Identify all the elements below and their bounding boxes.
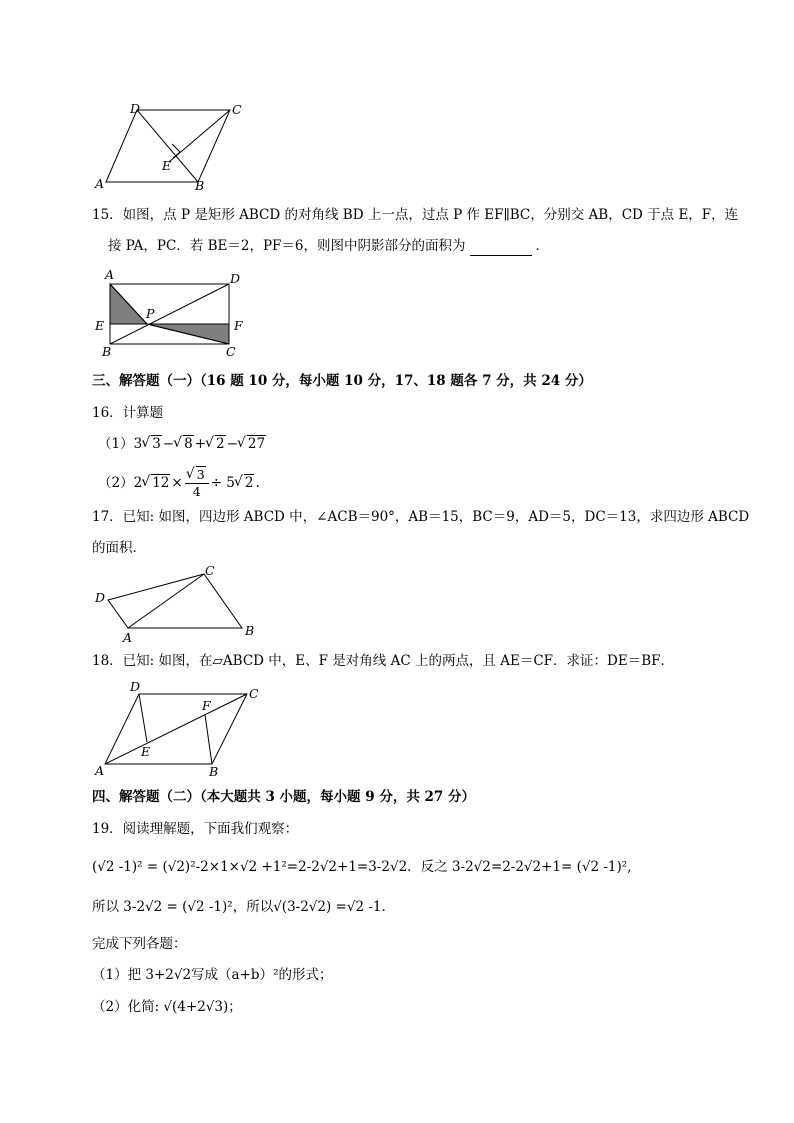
q15-line2 [108, 236, 549, 256]
q17-line1: 17．已知: 如图，四边形 ABCD 中，∠ACB＝90°，AB＝15，BC＝9，AD＝5，DC＝13，求四边形 ABCD [92, 509, 750, 525]
q19-task: 完成下列各题： [92, 936, 187, 952]
label-A: A [95, 176, 105, 191]
operator: × [171, 475, 183, 491]
label-C: C [249, 686, 259, 701]
operator: + [194, 436, 206, 452]
answer-blank[interactable] [470, 241, 532, 256]
label-F: F [202, 698, 211, 713]
label-C: C [226, 344, 236, 359]
operator: ÷ 5 [210, 475, 235, 491]
q16-p1-label: （1） [98, 436, 134, 452]
q19-eq2: 所以 3-2√2 = (√2 -1)²，所以√(3-2√2) =√2 -1. [92, 899, 386, 915]
section3-title: 三、解答题（一）（16 题 10 分，每小题 10 分，17、18 题各 7 分，共 24 分） [92, 373, 592, 389]
label-D: D [130, 679, 141, 694]
q16-part1 [98, 434, 267, 454]
q16-p2-label: （2） [98, 475, 134, 491]
label-E: E [95, 318, 105, 333]
label-D: D [95, 590, 106, 605]
radicand: 8 [184, 436, 193, 452]
operator: − [226, 436, 238, 452]
sqrt-term [142, 434, 162, 454]
radicand: 2 [244, 475, 254, 491]
label-C: C [232, 102, 242, 117]
label-B: B [195, 178, 205, 193]
q18-line1: 18．已知: 如图，在▱ABCD 中，E、F 是对角线 AC 上的两点，且 AE＝CF．求证：DE＝BF． [92, 653, 674, 669]
section4-title: 四、解答题（二）（本大题共 3 小题，每小题 9 分，共 27 分） [92, 789, 476, 805]
radicand: 27 [247, 436, 266, 452]
q19-eq1: (√2 -1)² = (√2)²-2×1×√2 +1²=2-2√2+1=3-2√2．反之 3-2√2=2-2√2+1= (√2 -1)², [92, 859, 632, 875]
sqrt-term [238, 434, 266, 454]
label-B: B [245, 623, 255, 638]
figure-q17-quadrilateral [92, 562, 272, 645]
figure-q18-parallelogram [92, 678, 272, 780]
label-E: E [141, 744, 151, 759]
label-B: B [102, 344, 112, 359]
q17-line2: 的面积． [92, 540, 146, 556]
denominator: 4 [192, 484, 201, 499]
label-C: C [205, 563, 215, 578]
q19-sub1: （1）把 3+2√2写成（a+b）²的形式； [92, 967, 333, 983]
label-E: E [162, 158, 172, 173]
figure-q15-rectangle [92, 268, 252, 363]
coef: 3 [133, 436, 143, 452]
fraction [185, 467, 209, 500]
sqrt-term [235, 465, 255, 501]
q15-line1: 15．如图，点 P 是矩形 ABCD 的对角线 BD 上一点，过点 P 作 EF∥BC，分别交 AB，CD 于点 E，F，连 [92, 207, 739, 223]
sqrt-term [206, 434, 226, 454]
label-D: D [230, 271, 241, 286]
label-P: P [146, 306, 155, 321]
label-D: D [130, 101, 141, 116]
sqrt-term [187, 467, 206, 483]
radicand: 3 [152, 436, 161, 452]
q16-title: 16．计算题 [92, 405, 164, 421]
label-A: A [105, 267, 115, 282]
q19-sub2: （2）化简: √(4+2√3)； [92, 999, 242, 1015]
radicand: 12 [152, 475, 170, 491]
q15-line2-end: ． [535, 238, 549, 254]
figure-q14-parallelogram [92, 100, 242, 195]
sqrt-term [142, 465, 170, 501]
q15-line2-text: 接 PA，PC．若 BE＝2，PF＝6，则图中阴影部分的面积为 [108, 238, 466, 254]
sqrt-term [174, 434, 194, 454]
radicand: 3 [196, 467, 205, 482]
label-A: A [95, 763, 105, 778]
label-B: B [209, 764, 219, 779]
q16-part2 [98, 465, 260, 501]
coef: 2 [133, 475, 143, 491]
q19-title: 19．阅读理解题，下面我们观察： [92, 821, 299, 837]
period: . [255, 475, 260, 491]
radicand: 2 [216, 436, 225, 452]
label-F: F [234, 318, 243, 333]
label-A: A [123, 630, 133, 645]
operator: − [162, 436, 175, 452]
